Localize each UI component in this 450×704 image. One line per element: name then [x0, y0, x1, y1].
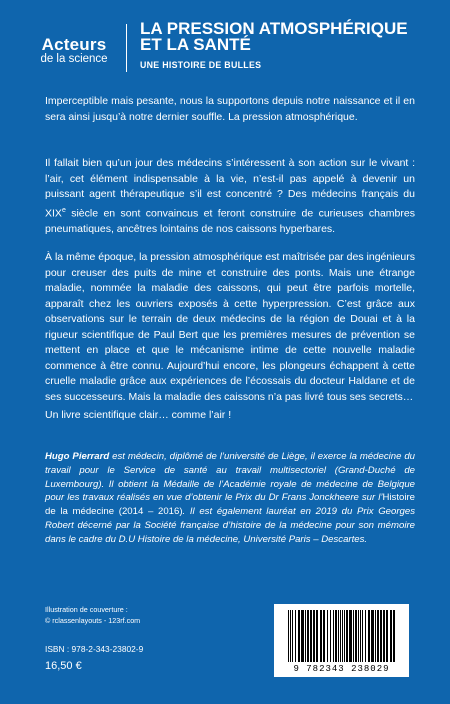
barcode-bar — [390, 610, 392, 662]
barcode-bar — [327, 610, 328, 662]
title-line-2: ET LA SANTÉ — [140, 35, 251, 54]
author-bio: Hugo Pierrard est médecin, diplômé de l’université de Liège, il exerce la médecine du travail pour le Service de santé au travail multisectoriel (Grand-Duché de Luxembourg). Il obtient la Médaille de l’Académie royale de médecine de Belgique pour les travaux réalisés en vue d’obtenir le Prix du Dr Frans Jonckheere sur l’Histoire de la médecine (2014 – 2016). Il est également lauréat en 2019 du Prix Georges Robert décerné par la Société française d’histoire de la médecine pour son mémoire dans le cadre du D.U Histoire de la médecine, Université Paris – Descartes. — [45, 451, 416, 545]
barcode-bar — [335, 610, 337, 662]
barcode-bar — [393, 610, 395, 662]
title-line-1: LA PRESSION ATMOSPHÉRIQUE — [140, 19, 408, 38]
blurb-paragraph-1: Imperceptible mais pesante, nous la supportons depuis notre naissance et il en sera ainsi jusqu’à notre dernier souffle. La pression atmosphérique. — [45, 95, 415, 123]
barcode-bar — [310, 610, 312, 662]
blurb-paragraph-3: À la même époque, la pression atmosphérique est maîtrisée par des ingénieurs pour creuser des puits de mine et construire des ponts. Mais une étrange maladie, nommée la maladie des caissons, qui peut être parfois mortelle, apparaît chez les ouvriers exposés à cette hyperpression. C’est grâce aux observations sur le terrain de deux médecins de la région de Douai et à la rigueur scientifique de Paul Bert que les premières mesures de prévention se mettent en place et que le mécanisme intime de cette nouvelle maladie commence à être connu. Aujourd’hui encore, les plongeurs échappent à cette cruelle maladie grâce aux expériences de l’écossais du docteur Haldane et de ses successeurs. Mais la maladie des caissons n’a pas livré tous ses secrets… — [45, 251, 415, 403]
barcode-bar — [290, 610, 291, 662]
barcode-bar — [358, 610, 359, 662]
barcode-bar — [344, 610, 345, 662]
barcode-bar — [362, 610, 363, 662]
barcode-bar — [298, 610, 300, 662]
blurb-paragraph-2: Il fallait bien qu’un jour des médecins s’intéressent à son action sur le vivant : l’air, cet élément indispensable à la vie, n’est-il pas appelé à devenir un puissant agent thérapeutique s’il est concentré ? Des médecins français du XIXe siècle en sont convaincus et feront construire de curieuses chambres pneumatiques, ancêtres lointains de nos caissons hyperbares. — [45, 157, 415, 235]
barcode-bar — [365, 610, 366, 662]
series-logo — [28, 36, 120, 66]
series-tagline: de la science — [40, 53, 108, 65]
barcode-bar — [338, 610, 339, 662]
barcode-bar — [313, 610, 315, 662]
barcode-bar — [342, 610, 343, 662]
barcode-bar — [292, 610, 293, 662]
barcode-bar — [307, 610, 309, 662]
barcode-bar — [360, 610, 361, 662]
header-divider — [126, 24, 127, 72]
barcode-bar — [380, 610, 382, 662]
award-work-title: Histoire de la médecine (2014 – 2016) — [45, 492, 415, 518]
barcode-bar — [349, 610, 352, 662]
barcode-bar — [330, 610, 331, 662]
barcode-bar — [323, 610, 325, 662]
barcode-bar — [346, 610, 348, 662]
barcode-bar — [368, 610, 370, 662]
book-title — [140, 21, 445, 53]
barcode-bar — [288, 610, 289, 662]
barcode-bar — [295, 610, 296, 662]
barcode-bar — [316, 610, 318, 662]
barcode-bar — [340, 610, 341, 662]
isbn: ISBN : 978-2-343-23802-9 — [45, 644, 144, 654]
blurb-tagline: Un livre scientifique clair… comme l’air ! — [45, 409, 232, 421]
series-name: Acteurs — [41, 35, 107, 54]
barcode-bar — [353, 610, 354, 662]
barcode-bar — [375, 610, 376, 662]
cover-credit: Illustration de couverture : © rclassenlayouts - 123rf.com — [45, 605, 141, 625]
barcode-graphic — [274, 604, 409, 677]
barcode-bar — [383, 610, 385, 662]
barcode-bar — [371, 610, 374, 662]
barcode-bar — [377, 610, 379, 662]
barcode-bar — [301, 610, 304, 662]
barcode-bar — [386, 610, 388, 662]
barcode-digits: 9 782343 238029 — [293, 664, 390, 674]
barcode-bar — [333, 610, 334, 662]
book-subtitle: UNE HISTOIRE DE BULLES — [140, 60, 262, 70]
barcode-bar — [305, 610, 306, 662]
barcode-bar — [355, 610, 357, 662]
author-name: Hugo Pierrard — [45, 451, 110, 462]
barcode-bars — [288, 610, 395, 662]
barcode — [274, 604, 409, 677]
barcode-bar — [320, 610, 322, 662]
price: 16,50 € — [45, 660, 82, 672]
